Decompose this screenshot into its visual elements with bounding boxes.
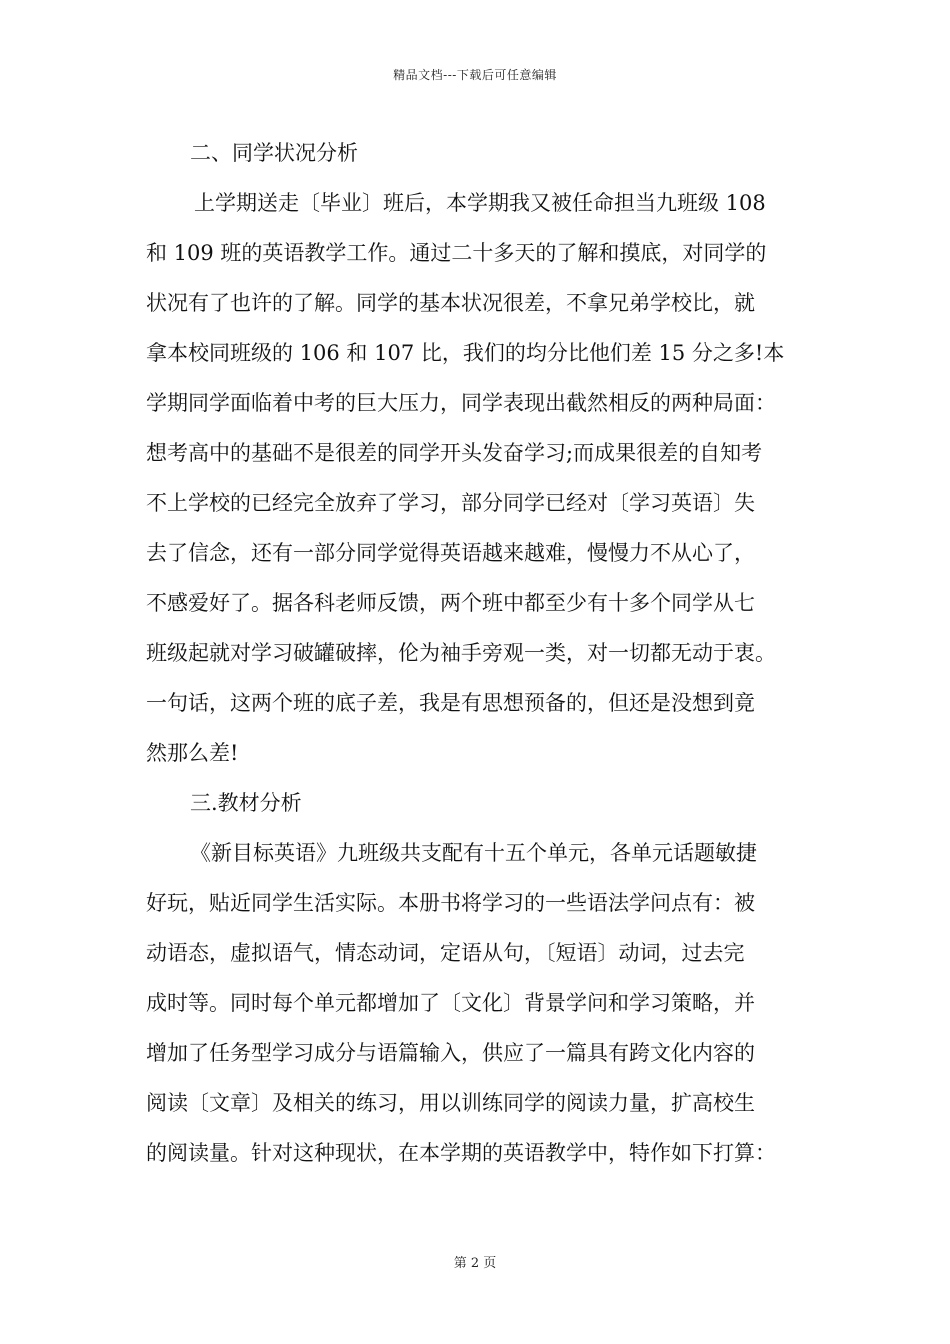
document-body [146, 128, 826, 1178]
paragraph-line: 不上学校的已经完全放弃了学习，部分同学已经对〔学习英语〕失 [146, 491, 755, 515]
paragraph-line: 班级起就对学习破罐破摔，伦为袖手旁观一类，对一切都无动于衷。 [146, 641, 776, 665]
header-note: 精品文档---下载后可任意编辑 [393, 68, 557, 82]
paragraph-line: 动语态，虚拟语气，情态动词，定语从句，〔短语〕动词，过去完 [146, 941, 745, 965]
section-heading-student-status: 二、同学状况分析 [190, 141, 358, 165]
paragraph-line: 的阅读量。针对这种现状，在本学期的英语教学中，特作如下打算： [146, 1141, 776, 1165]
paragraph-line: 学期同学面临着中考的巨大压力，同学表现出截然相反的两种局面： [146, 391, 776, 415]
paragraph-line: 《新目标英语》九班级共支配有十五个单元，各单元话题敏捷 [190, 841, 757, 865]
paragraph-line: 一句话，这两个班的底子差，我是有思想预备的，但还是没想到竟 [146, 691, 755, 715]
paragraph-line: 然那么差! [146, 741, 239, 765]
page-number: 第 2 页 [453, 1256, 497, 1271]
paragraph-line: 去了信念，还有一部分同学觉得英语越来越难，慢慢力不从心了， [146, 541, 755, 565]
paragraph-line: 状况有了也许的了解。同学的基本状况很差，不拿兄弟学校比，就 [146, 291, 755, 315]
paragraph-line: 不感爱好了。据各科老师反馈，两个班中都至少有十多个同学从七 [146, 591, 755, 615]
paragraph-line: 成时等。同时每个单元都增加了〔文化〕背景学问和学习策略，并 [146, 991, 755, 1015]
paragraph-line: 想考高中的基础不是很差的同学开头发奋学习;而成果很差的自知考 [146, 441, 763, 465]
paragraph-line: 拿本校同班级的 106 和 107 比，我们的均分比他们差 15 分之多!本 [146, 341, 785, 365]
section-heading-textbook-analysis: 三.教材分析 [190, 791, 302, 815]
paragraph-line: 和 109 班的英语教学工作。通过二十多天的了解和摸底，对同学的 [146, 241, 767, 265]
paragraph-line: 阅读〔文章〕及相关的练习，用以训练同学的阅读力量，扩高校生 [146, 1091, 755, 1115]
paragraph-line: 增加了任务型学习成分与语篇输入，供应了一篇具有跨文化内容的 [146, 1041, 755, 1065]
paragraph-line: 好玩，贴近同学生活实际。本册书将学习的一些语法学问点有：被 [146, 891, 755, 915]
paragraph-line: 上学期送走〔毕业〕班后，本学期我又被任命担当九班级 108 [194, 191, 766, 215]
